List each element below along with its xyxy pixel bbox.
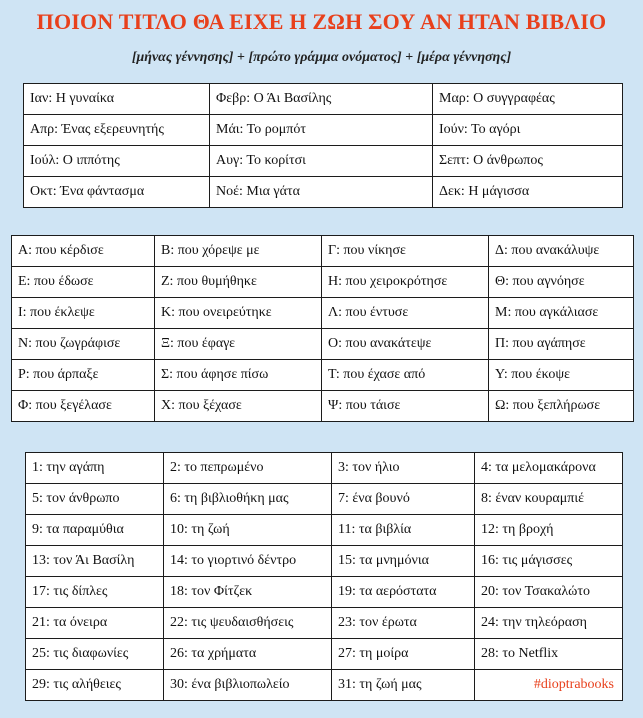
day-cell: 4: τα μελομακάρονα <box>475 453 623 484</box>
table-row <box>26 546 623 577</box>
letter-cell: Ο: που ανακάτεψε <box>322 329 489 360</box>
letter-cell: Ι: που έκλεψε <box>12 298 155 329</box>
day-cell: 30: ένα βιβλιοπωλείο <box>164 670 332 701</box>
letter-cell: Υ: που έκοψε <box>489 360 634 391</box>
days-table <box>25 452 623 701</box>
day-cell: 9: τα παραμύθια <box>26 515 164 546</box>
day-cell: 5: τον άνθρωπο <box>26 484 164 515</box>
day-cell: 17: τις δίπλες <box>26 577 164 608</box>
day-cell: 29: τις αλήθειες <box>26 670 164 701</box>
month-cell: Απρ: Ένας εξερευνητής <box>24 115 210 146</box>
letter-cell: Π: που αγάπησε <box>489 329 634 360</box>
formula-line <box>0 50 643 66</box>
formula-plus: + <box>401 50 417 65</box>
day-cell: 10: τη ζωή <box>164 515 332 546</box>
day-cell: 26: τα χρήματα <box>164 639 332 670</box>
table-row <box>26 515 623 546</box>
day-cell: 22: τις ψευδαισθήσεις <box>164 608 332 639</box>
letter-cell: Η: που χειροκρότησε <box>322 267 489 298</box>
letters-table <box>11 235 634 422</box>
months-table <box>23 83 623 208</box>
formula-plus: + <box>233 50 249 65</box>
day-cell: 27: τη μοίρα <box>332 639 475 670</box>
month-cell: Ιούν: Το αγόρι <box>433 115 623 146</box>
table-row <box>24 115 623 146</box>
day-cell: 25: τις διαφωνίες <box>26 639 164 670</box>
day-cell: 3: τον ήλιο <box>332 453 475 484</box>
page-title: ΠΟΙΟΝ ΤΙΤΛΟ ΘΑ ΕΙΧΕ Η ΖΩΗ ΣΟΥ ΑΝ ΗΤΑΝ ΒΙΒΛΙΟ <box>36 9 607 34</box>
letter-cell: Β: που χόρεψε με <box>155 236 322 267</box>
day-cell: 6: τη βιβλιοθήκη μας <box>164 484 332 515</box>
day-cell: 8: έναν κουραμπιέ <box>475 484 623 515</box>
day-cell: 20: τον Τσακαλώτο <box>475 577 623 608</box>
day-cell: 28: το Netflix <box>475 639 623 670</box>
table-row <box>26 453 623 484</box>
day-cell: 1: την αγάπη <box>26 453 164 484</box>
table-row <box>12 298 634 329</box>
month-cell: Μαρ: Ο συγγραφέας <box>433 84 623 115</box>
day-cell: 13: τον Άι Βασίλη <box>26 546 164 577</box>
letter-cell: Δ: που ανακάλυψε <box>489 236 634 267</box>
letter-cell: Ν: που ζωγράφισε <box>12 329 155 360</box>
letter-cell: Γ: που νίκησε <box>322 236 489 267</box>
day-cell: 18: τον Φίτζεκ <box>164 577 332 608</box>
table-row <box>24 146 623 177</box>
day-cell: 16: τις μάγισσες <box>475 546 623 577</box>
month-cell: Ιούλ: Ο ιππότης <box>24 146 210 177</box>
letter-cell: Ρ: που άρπαξε <box>12 360 155 391</box>
table-row <box>26 484 623 515</box>
letter-cell: Κ: που ονειρεύτηκε <box>155 298 322 329</box>
day-cell: 24: την τηλεόραση <box>475 608 623 639</box>
letter-cell: Μ: που αγκάλιασε <box>489 298 634 329</box>
month-cell: Ιαν: Η γυναίκα <box>24 84 210 115</box>
month-cell: Φεβρ: Ο Άι Βασίλης <box>210 84 433 115</box>
formula-letter: [πρώτο γράμμα ονόματος] <box>248 50 402 65</box>
table-row <box>12 360 634 391</box>
table-row <box>24 177 623 208</box>
month-cell: Οκτ: Ένα φάντασμα <box>24 177 210 208</box>
table-row <box>12 267 634 298</box>
table-row <box>26 670 623 701</box>
day-cell: 7: ένα βουνό <box>332 484 475 515</box>
day-cell: 2: το πεπρωμένο <box>164 453 332 484</box>
month-cell: Αυγ: Το κορίτσι <box>210 146 433 177</box>
table-row <box>12 391 634 422</box>
formula-month: [μήνας γέννησης] <box>131 50 234 65</box>
table-row <box>24 84 623 115</box>
month-cell: Σεπτ: Ο άνθρωπος <box>433 146 623 177</box>
letter-cell: Α: που κέρδισε <box>12 236 155 267</box>
table-row <box>12 329 634 360</box>
letter-cell: Ε: που έδωσε <box>12 267 155 298</box>
table-row <box>12 236 634 267</box>
day-cell: 11: τα βιβλία <box>332 515 475 546</box>
letter-cell: Χ: που ξέχασε <box>155 391 322 422</box>
month-cell: Δεκ: Η μάγισσα <box>433 177 623 208</box>
day-cell: 14: το γιορτινό δέντρο <box>164 546 332 577</box>
letter-cell: Θ: που αγνόησε <box>489 267 634 298</box>
day-cell: 19: τα αερόστατα <box>332 577 475 608</box>
table-row <box>26 639 623 670</box>
table-row <box>26 608 623 639</box>
letter-cell: Τ: που έχασε από <box>322 360 489 391</box>
month-cell: Νοέ: Μια γάτα <box>210 177 433 208</box>
table-row <box>26 577 623 608</box>
day-cell: 15: τα μνημόνια <box>332 546 475 577</box>
letter-cell: Λ: που έντυσε <box>322 298 489 329</box>
day-cell: 21: τα όνειρα <box>26 608 164 639</box>
letter-cell: Ψ: που τάισε <box>322 391 489 422</box>
day-cell: 12: τη βροχή <box>475 515 623 546</box>
letter-cell: Φ: που ξεγέλασε <box>12 391 155 422</box>
letter-cell: Ζ: που θυμήθηκε <box>155 267 322 298</box>
letter-cell: Σ: που άφησε πίσω <box>155 360 322 391</box>
day-cell: 31: τη ζωή μας <box>332 670 475 701</box>
formula-day: [μέρα γέννησης] <box>416 50 512 65</box>
letter-cell: Ξ: που έφαγε <box>155 329 322 360</box>
letter-cell: Ω: που ξεπλήρωσε <box>489 391 634 422</box>
day-cell: 23: τον έρωτα <box>332 608 475 639</box>
month-cell: Μάι: Το ρομπότ <box>210 115 433 146</box>
hashtag-label: #dioptrabooks <box>475 670 623 701</box>
